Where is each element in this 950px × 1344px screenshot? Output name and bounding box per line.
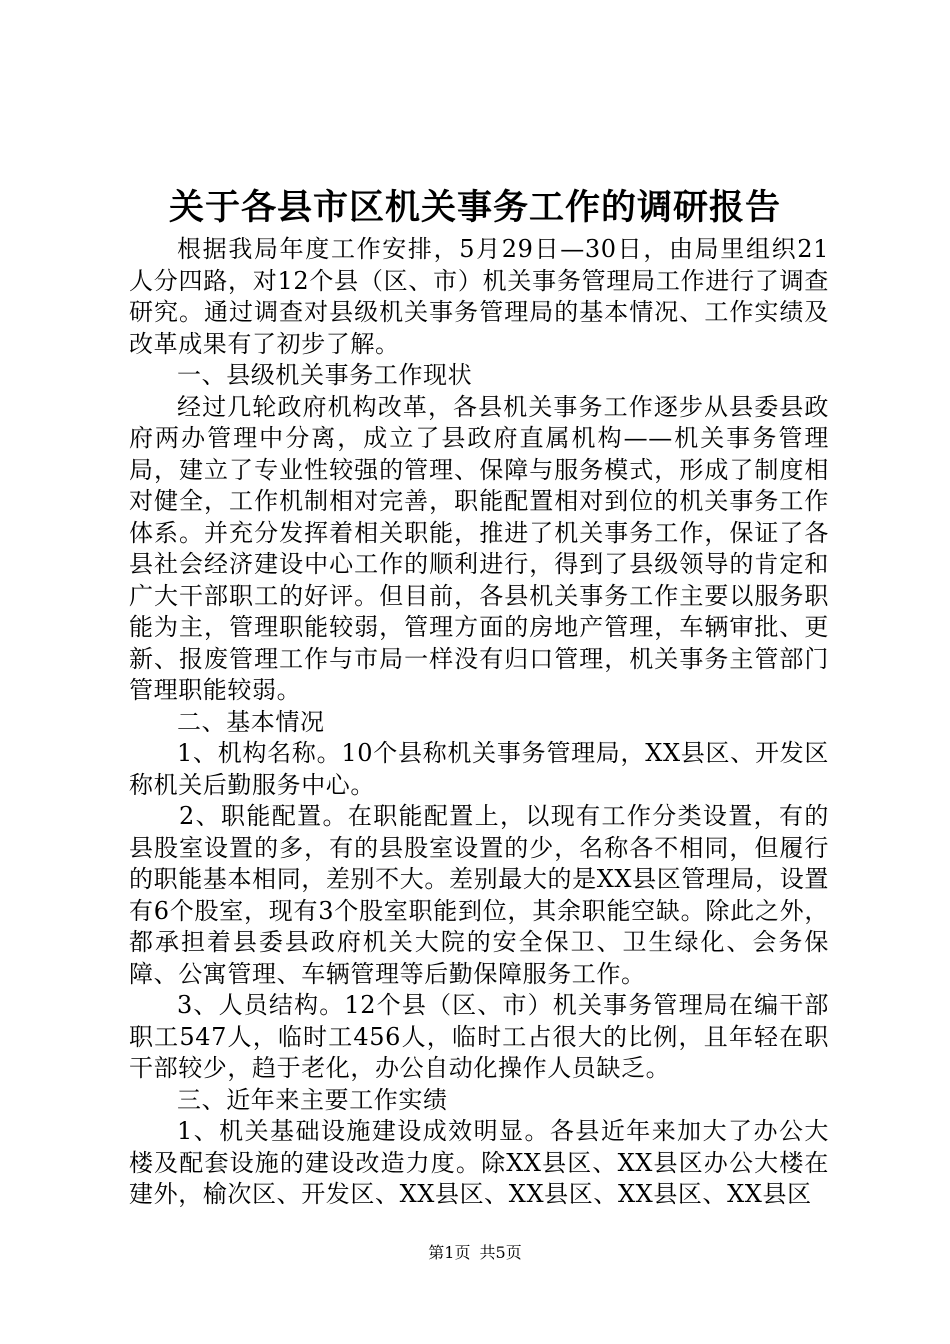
section-heading-1: 一、县级机关事务工作现状 (177, 361, 473, 389)
paragraph-infrastructure: 1、机关基础设施建设成效明显。各县近年来加大了办公大楼及配套设施的建设改造力度。除XX县区、XX县区办公大楼在建外，榆次区、开发区、XX县区、XX县区、XX县区、XX县区 (129, 1117, 829, 1208)
document-body (129, 234, 829, 1211)
paragraph-org-name: 1、机构名称。10个县称机关事务管理局，XX县区、开发区称机关后勤服务中心。 (129, 739, 829, 799)
paragraph-functions: 2、职能配置。在职能配置上，以现有工作分类设置，有的县股室设置的多，有的县股室设置的少，名称各不相同，但履行的职能基本相同，差别不大。差别最大的是XX县区管理局，设置有6个股室，现有3个股室职能到位，其余职能空缺。除此之外，都承担着县委县政府机关大院的安全保卫、卫生绿化、会务保障、公寓管理、车辆管理等后勤保障服务工作。 (129, 802, 829, 988)
paragraph-status: 经过几轮政府机构改革，各县机关事务工作逐步从县委县政府两办管理中分离，成立了县政府直属机构——机关事务管理局，建立了专业性较强的管理、保障与服务模式，形成了制度相对健全，工作机制相对完善，职能配置相对到位的机关事务工作体系。并充分发挥着相关职能，推进了机关事务工作，保证了各县社会经济建设中心工作的顺利进行，得到了县级领导的肯定和广大干部职工的好评。但目前，各县机关事务工作主要以服务职能为主，管理职能较弱，管理方面的房地产管理，车辆审批、更新、报废管理工作与市局一样没有归口管理，机关事务主管部门管理职能较弱。 (129, 392, 829, 704)
paragraph-intro: 根据我局年度工作安排，5月29日—30日，由局里组织21人分四路，对12个县（区、市）机关事务管理局工作进行了调查研究。通过调查对县级机关事务管理局的基本情况、工作实绩及改革成果有了初步了解。 (129, 235, 829, 358)
page-number: 第1页 (428, 1243, 471, 1262)
paragraph-staff: 3、人员结构。12个县（区、市）机关事务管理局在编干部职工547人，临时工456人，临时工占很大的比例，且年轻在职干部较少，趋于老化，办公自动化操作人员缺乏。 (129, 991, 829, 1082)
section-heading-3: 三、近年来主要工作实绩 (177, 1085, 448, 1114)
document-title: 关于各县市区机关事务工作的调研报告 (168, 187, 781, 228)
page-footer (0, 1242, 950, 1264)
page-total: 共5页 (479, 1243, 522, 1262)
section-heading-2: 二、基本情况 (177, 707, 325, 736)
